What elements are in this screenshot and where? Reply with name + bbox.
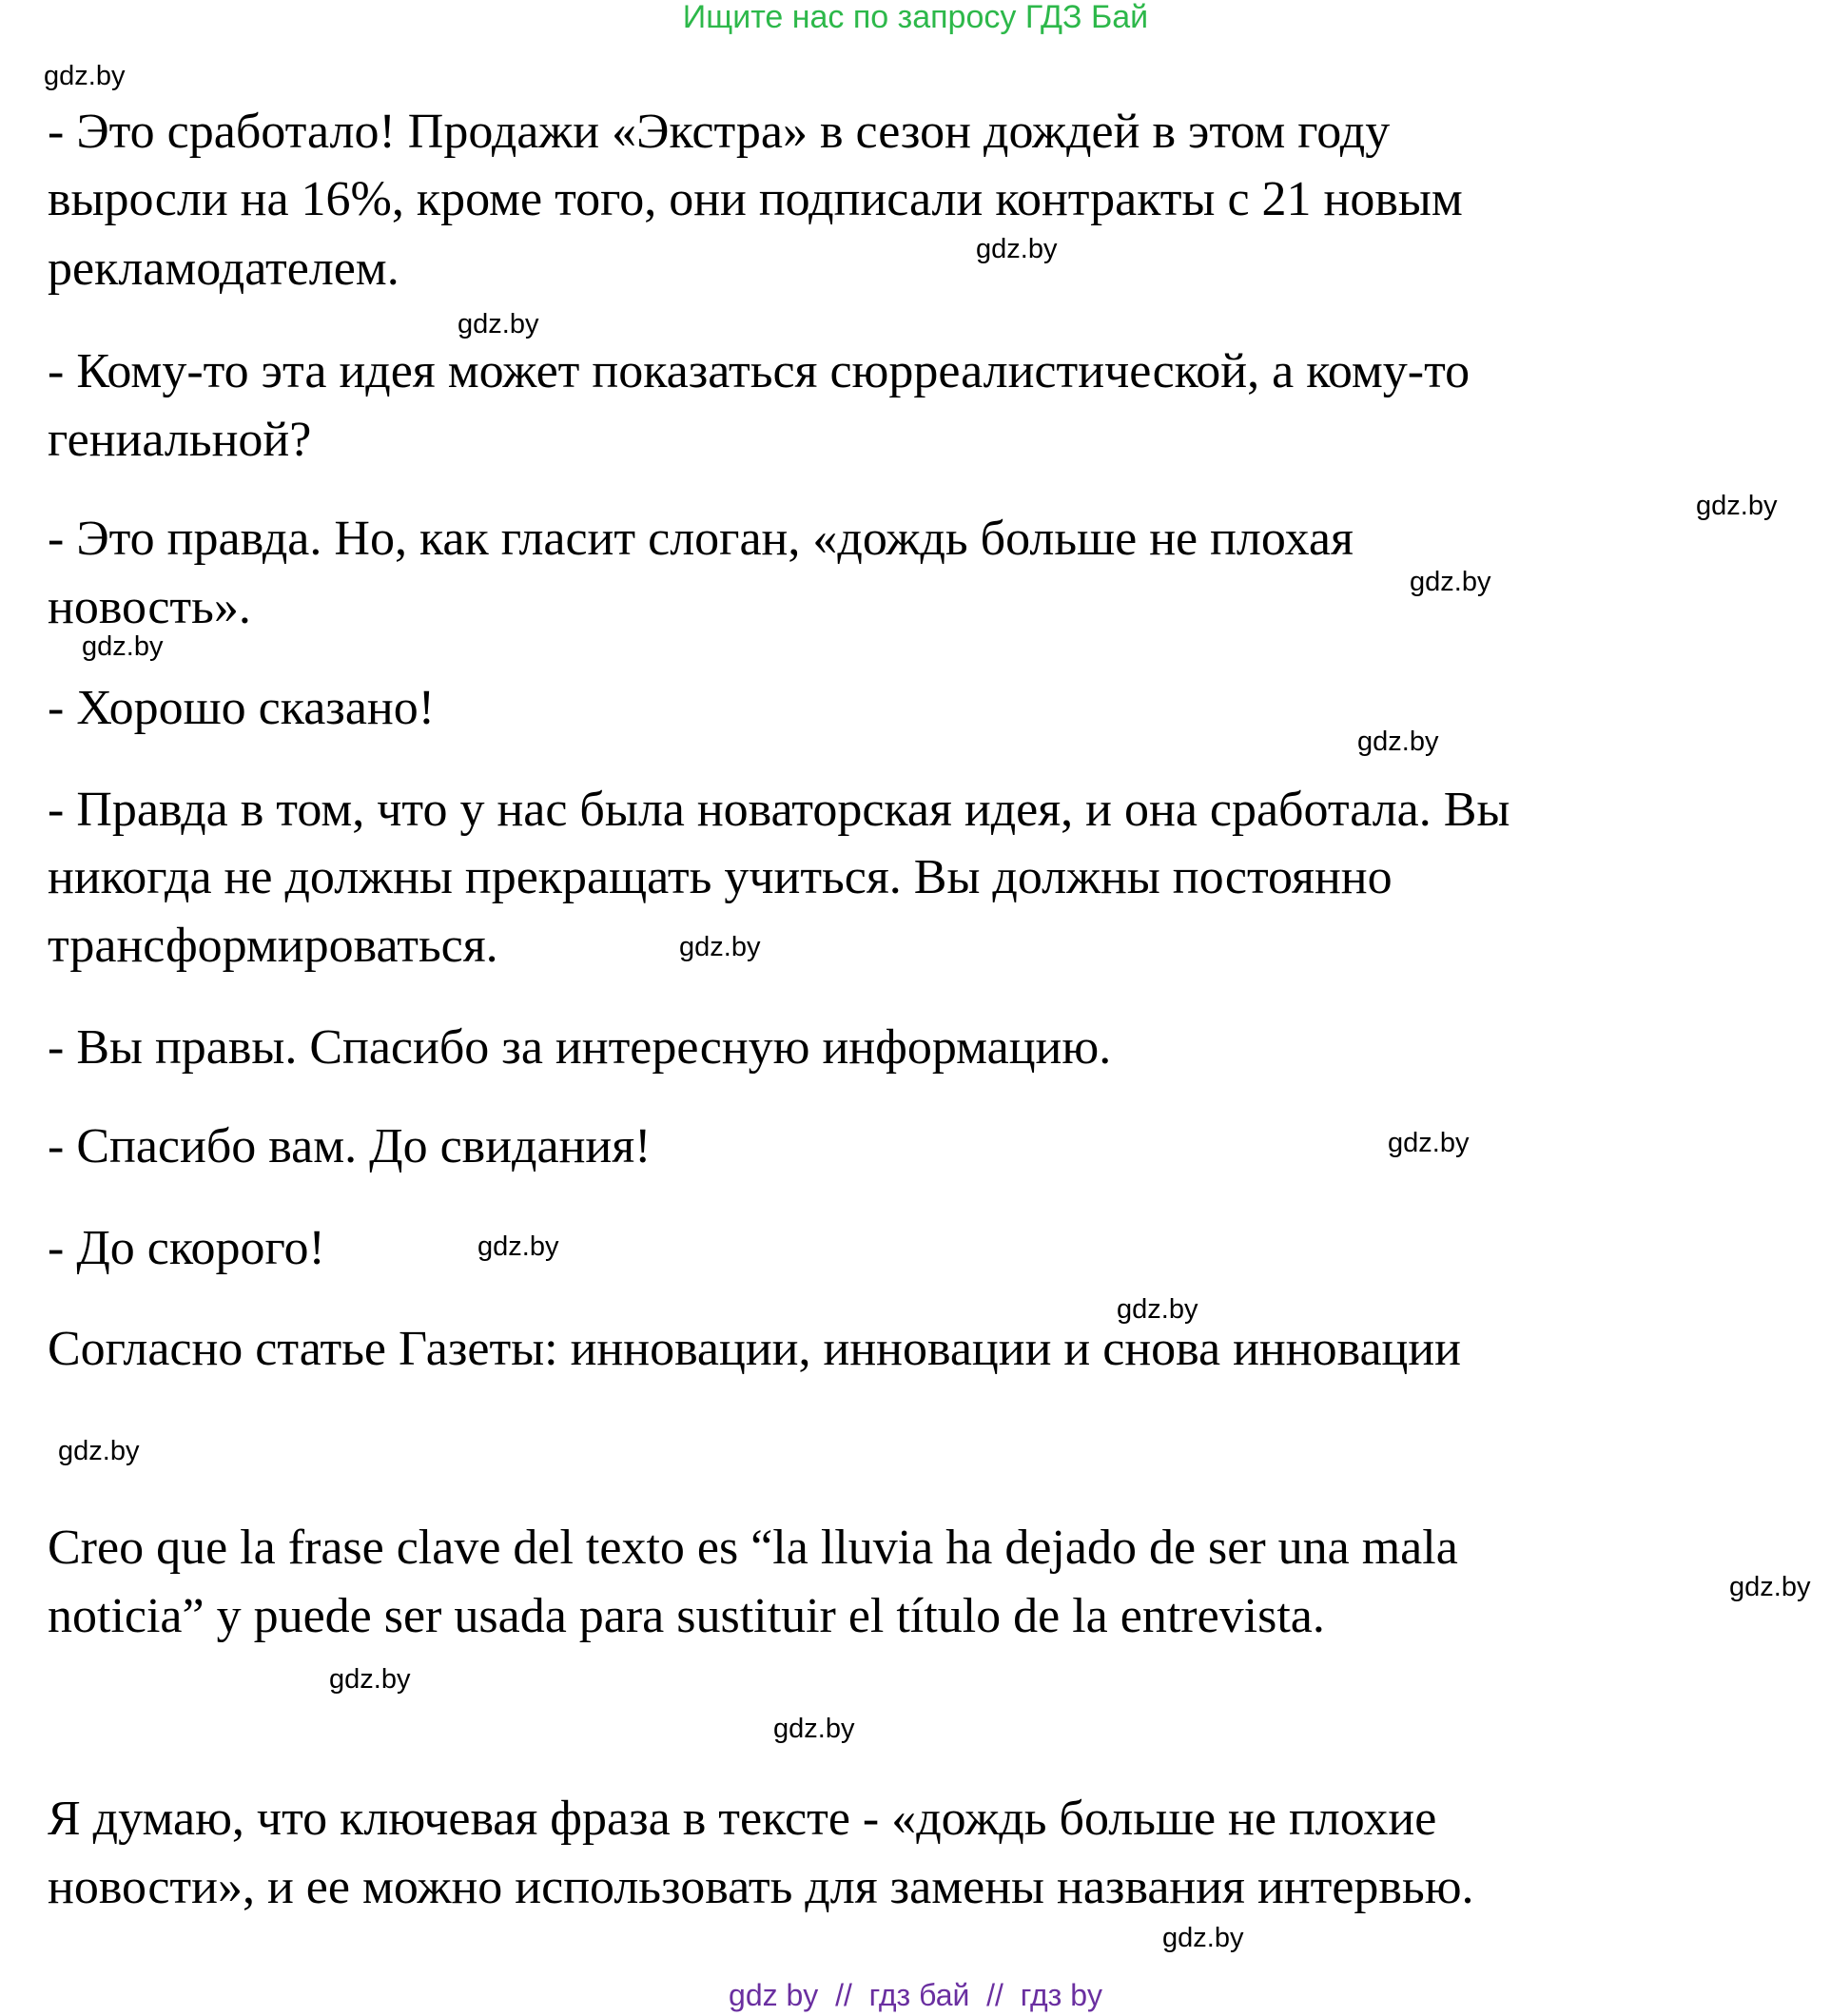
text-line: - Кому-то эта идея может показаться сюрреалистической, а кому-то	[48, 344, 1471, 398]
text-line: никогда не должны прекращать учиться. Вы должны постоянно	[48, 850, 1393, 904]
watermark: gdz.by	[458, 309, 539, 339]
text-line: - Спасибо вам. До свидания!	[48, 1119, 652, 1173]
watermark: gdz.by	[1696, 491, 1778, 521]
watermark: gdz.by	[477, 1231, 559, 1262]
text-line: Согласно статье Газеты: инновации, инновации и снова инновации	[48, 1322, 1462, 1376]
text-line: гениальной?	[48, 413, 312, 467]
header-search-hint: Ищите нас по запросу ГДЗ Бай	[682, 0, 1149, 35]
text-line: Я думаю, что ключевая фраза в тексте - «дождь больше не плохие	[48, 1792, 1437, 1846]
text-line: - Это сработало! Продажи «Экстра» в сезон дождей в этом году	[48, 105, 1391, 159]
text-line: Creo que la frase clave del texto es “la lluvia ha dejado de ser una mala	[48, 1521, 1458, 1575]
text-line: новость».	[48, 580, 251, 634]
watermark: gdz.by	[58, 1436, 140, 1466]
text-line: - Это правда. Но, как гласит слоган, «дождь больше не плохая	[48, 512, 1354, 566]
watermark: gdz.by	[1117, 1294, 1198, 1325]
text-line: новости», и ее можно использовать для замены названия интервью.	[48, 1860, 1474, 1914]
text-line: выросли на 16%, кроме того, они подписали контракты с 21 новым	[48, 172, 1463, 226]
watermark: gdz.by	[773, 1714, 855, 1744]
watermark: gdz.by	[1410, 567, 1491, 597]
text-line: noticia” y puede ser usada para sustituir el título de la entrevista.	[48, 1589, 1325, 1643]
watermark: gdz.by	[329, 1664, 411, 1695]
text-line: - До скорого!	[48, 1221, 325, 1275]
footer-watermark: gdz by // гдз бай // гдз by	[729, 1978, 1102, 2012]
watermark: gdz.by	[44, 61, 126, 91]
watermark: gdz.by	[1162, 1923, 1244, 1953]
text-line: трансформироваться.	[48, 919, 498, 973]
watermark: gdz.by	[1388, 1128, 1470, 1158]
watermark: gdz.by	[1357, 727, 1439, 757]
watermark: gdz.by	[679, 932, 761, 962]
text-line: - Вы правы. Спасибо за интересную информацию.	[48, 1020, 1112, 1075]
watermark: gdz.by	[82, 631, 164, 662]
text-line: рекламодателем.	[48, 242, 399, 296]
watermark: gdz.by	[1729, 1572, 1811, 1602]
watermark: gdz.by	[976, 234, 1058, 264]
text-line: - Правда в том, что у нас была новаторская идея, и она сработала. Вы	[48, 783, 1510, 837]
text-line: - Хорошо сказано!	[48, 681, 436, 735]
